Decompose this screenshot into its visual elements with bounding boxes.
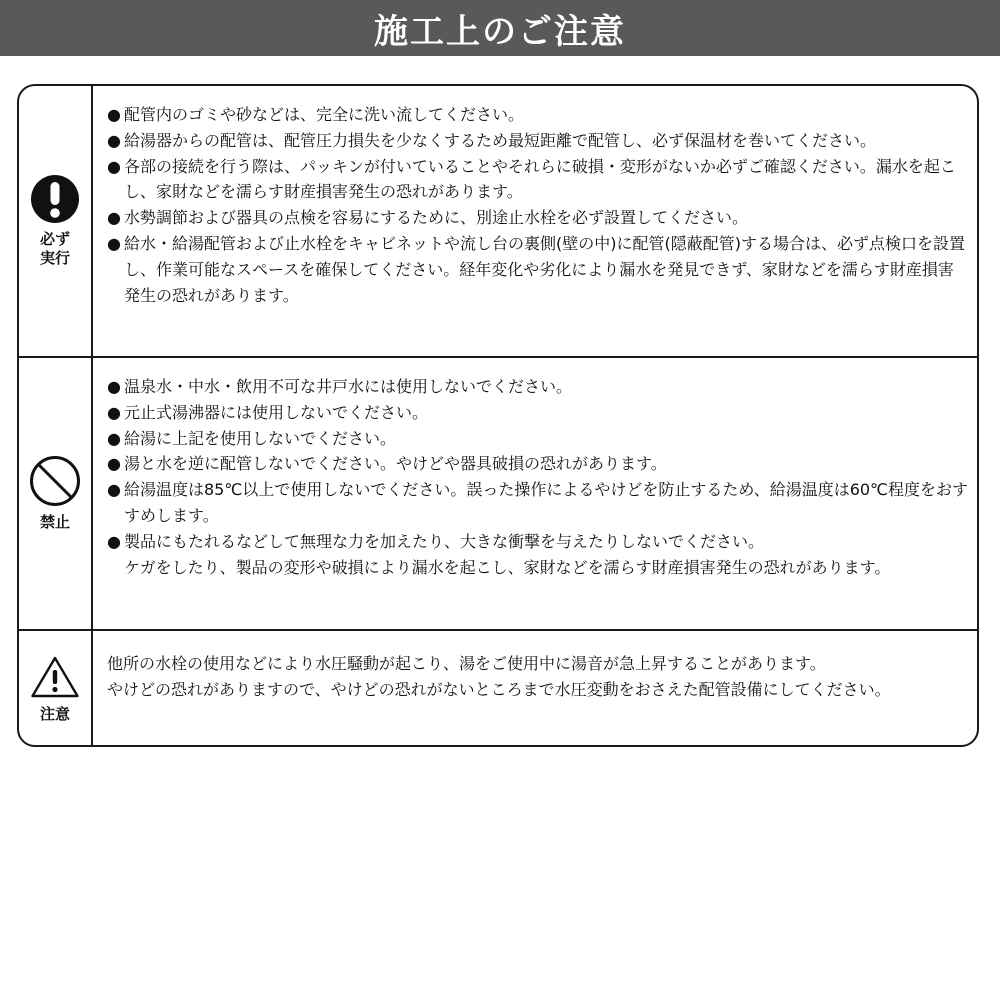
bullet: ● <box>107 531 121 551</box>
bullet: ● <box>107 233 121 253</box>
bullet: ● <box>107 454 121 474</box>
page-title: 施工上のご注意 <box>374 11 626 52</box>
bullet: ● <box>107 130 121 150</box>
list-item: ● 温泉水・中水・飲用不可な井戸水には使用しないでください。 <box>107 374 969 400</box>
prohibited-icon-column <box>19 358 93 629</box>
must-do-icon-column <box>19 86 93 356</box>
list-item: ● 各部の接続を行う際は、パッキンが付いていることやそれらに破損・変形がないか必ずご確認ください。漏水を起こし、家財などを濡らす財産損害発生の恐れがあります。 <box>107 154 969 206</box>
list-item: ● 水勢調節および器具の点検を容易にするために、別途止水栓を必ず設置してください。 <box>107 205 969 231</box>
must-do-label: 必ず 実行 <box>39 230 70 267</box>
list-item: ● 給湯器からの配管は、配管圧力損失を少なくするため最短距離で配管し、必ず保温材を巻いてください。 <box>107 128 969 154</box>
bullet: ● <box>107 377 121 396</box>
list-item-continuation: ケガをしたり、製品の変形や破損により漏水を起こし、家財などを濡らす財産損害発生の恐れがあります。 <box>124 557 891 577</box>
prohibited-label: 禁止 <box>39 513 70 531</box>
exclamation-circle-icon <box>30 174 80 224</box>
prohibited-text <box>107 358 969 629</box>
list-item: ● 給湯に上記を使用しないでください。 <box>107 426 969 452</box>
list-item: ● 製品にもたれるなどして無理な力を加えたり、大きな衝撃を与えたりしないでください。 <box>107 529 969 555</box>
caution-paragraph: 他所の水栓の使用などにより水圧騒動が起こり、湯をご使用中に湯音が急上昇することがあります。 <box>107 654 826 673</box>
bullet: ● <box>107 480 121 500</box>
caution-label: 注意 <box>39 704 70 723</box>
bullet: ● <box>107 208 121 228</box>
list-item: ● 湯と水を逆に配管しないでください。やけどや器具破損の恐れがあります。 <box>107 451 969 477</box>
caution-icon-column <box>19 631 93 747</box>
list-item: ● 配管内のゴミや砂などは、完全に洗い流してください。 <box>107 102 969 128</box>
section-prohibited <box>19 356 977 629</box>
section-must-do <box>19 86 977 356</box>
bullet: ● <box>107 428 121 448</box>
warning-triangle-icon <box>30 655 80 699</box>
must-do-text <box>107 86 969 356</box>
prohibition-icon <box>29 455 81 507</box>
bullet: ● <box>107 402 121 422</box>
title-bar <box>0 0 1000 56</box>
caution-paragraph: やけどの恐れがありますので、やけどの恐れがないところまで水圧変動をおさえた配管設備にしてください。 <box>107 679 891 699</box>
section-caution <box>19 629 977 747</box>
list-item: ● 元止式湯沸器には使用しないでください。 <box>107 400 969 426</box>
bullet: ● <box>107 156 121 176</box>
list-item: ● 給湯温度は85℃以上で使用しないでください。誤った操作によるやけどを防止するため、給湯温度は60℃程度をおすすめします。 <box>107 477 969 529</box>
list-item: ● 給水・給湯配管および止水栓をキャビネットや流し台の裏側(壁の中)に配管(隠蔽配管)する場合は、必ず点検口を設置し、作業可能なスペースを確保してください。経年変化や劣化により漏水を発見できず、家財などを濡らす財産損害発生の恐れがあります。 <box>107 231 969 308</box>
bullet: ● <box>107 105 121 124</box>
notice-box <box>17 84 979 747</box>
caution-text <box>107 631 969 747</box>
